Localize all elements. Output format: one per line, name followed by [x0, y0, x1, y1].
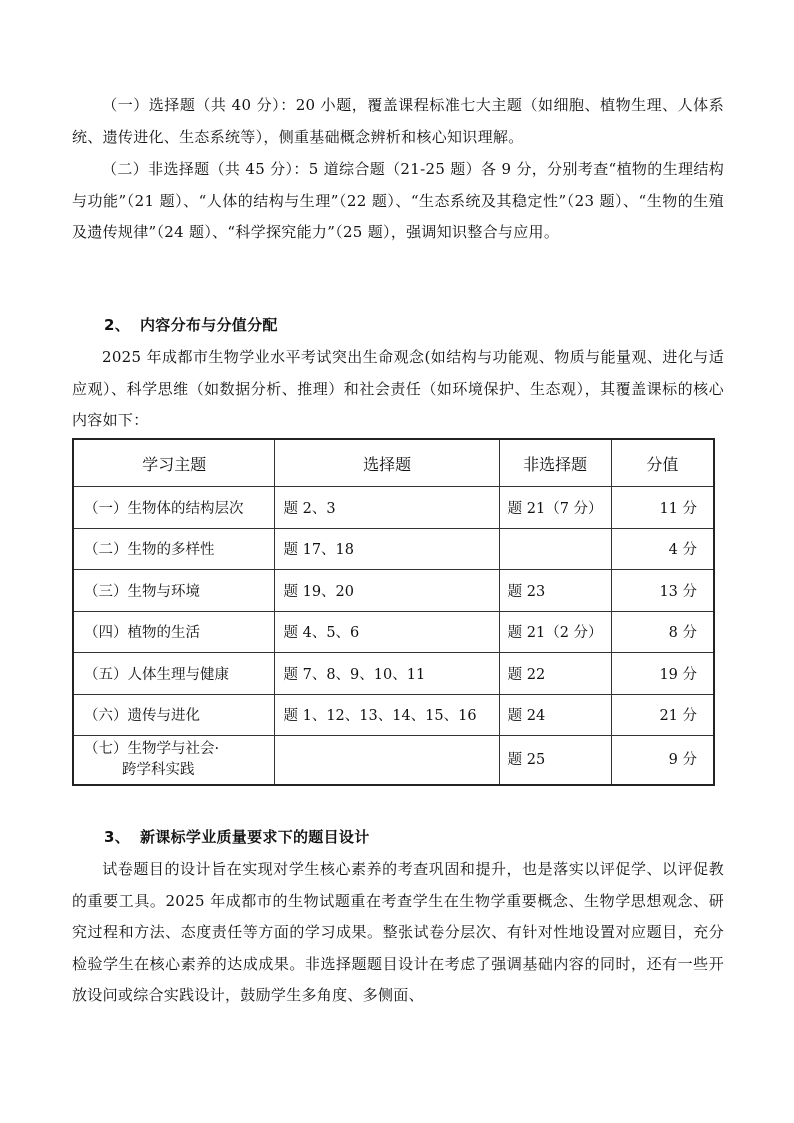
section-heading-2: [104, 314, 278, 335]
header-score: 分值: [611, 439, 714, 487]
section-number: 2、: [104, 316, 131, 334]
paragraph-content-intro: 2025 年成都市生物学业水平考试突出生命观念(如结构与功能观、物质与能量观、进化与适应观）、科学思维（如数据分析、推理）和社会责任（如环境保护、生态观），其覆盖课标的核心内容如下：: [72, 348, 724, 429]
score-cell: 4 分: [611, 528, 714, 570]
table-header-row: [73, 439, 714, 487]
table-row: [73, 570, 714, 612]
choice-cell: 题 7、8、9、10、11: [275, 653, 499, 695]
choice-cell: 题 1、12、13、14、15、16: [275, 694, 499, 736]
paragraph-nonchoice-questions: （二）非选择题（共 45 分）：5 道综合题（21-25 题）各 9 分，分别考查“植物的生理结构与功能”（21 题）、“人体的结构与生理”（22 题）、“生态系统及其稳定性”（23 题）、“生物的生殖及遗传规律”（24 题）、“科学探究能力”（25 题），强调知识整合与应用。: [72, 160, 724, 241]
header-nonchoice: 非选择题: [499, 439, 611, 487]
choice-cell: [275, 736, 499, 786]
paragraph-question-design: 试卷题目的设计旨在实现对学生核心素养的考查巩固和提升，也是落实以评促学、以评促教的重要工具。2025 年成都市的生物试题重在考查学生在生物学重要概念、生物学思想观念、研究过程和方法、态度责任等方面的学习成果。整张试卷分层次、有针对性地设置对应题目，充分检验学生在核心素养的达成成果。非选择题题目设计在考虑了强调基础内容的同时，还有一些开放设问或综合实践设计，鼓励学生多角度、多侧面、: [72, 860, 724, 1004]
score-cell: 13 分: [611, 570, 714, 612]
table-row: [73, 487, 714, 529]
nonchoice-cell: 题 22: [499, 653, 611, 695]
nonchoice-cell: 题 21（7 分）: [499, 487, 611, 529]
score-cell: 11 分: [611, 487, 714, 529]
topic-line: 跨学科实践: [122, 762, 195, 778]
table-row: [73, 736, 714, 786]
table-row: [73, 694, 714, 736]
nonchoice-cell: 题 23: [499, 570, 611, 612]
topic-cell: （六）遗传与进化: [73, 694, 275, 736]
paragraph-choice-questions: （一）选择题（共 40 分）：20 小题，覆盖课程标准七大主题（如细胞、植物生理、人体系统、遗传进化、生态系统等），侧重基础概念辨析和核心知识理解。: [72, 96, 724, 146]
score-cell: 19 分: [611, 653, 714, 695]
topic-line: （七）生物学与社会·: [84, 741, 220, 757]
header-topic: 学习主题: [73, 439, 275, 487]
nonchoice-cell: [499, 528, 611, 570]
table-row: [73, 653, 714, 695]
nonchoice-cell: 题 24: [499, 694, 611, 736]
topic-cell: [73, 736, 275, 786]
table-row: [73, 528, 714, 570]
topic-cell: （五）人体生理与健康: [73, 653, 275, 695]
section-title: 新课标学业质量要求下的题目设计: [140, 828, 370, 846]
section-title: 内容分布与分值分配: [140, 316, 278, 334]
content-distribution-table: [72, 438, 715, 786]
choice-cell: 题 4、5、6: [275, 611, 499, 653]
score-cell: 9 分: [611, 736, 714, 786]
choice-cell: 题 17、18: [275, 528, 499, 570]
choice-cell: 题 19、20: [275, 570, 499, 612]
table-row: [73, 611, 714, 653]
topic-cell: （三）生物与环境: [73, 570, 275, 612]
section-number: 3、: [104, 828, 131, 846]
section-heading-3: [104, 826, 370, 847]
choice-cell: 题 2、3: [275, 487, 499, 529]
header-choice: 选择题: [275, 439, 499, 487]
nonchoice-cell: 题 25: [499, 736, 611, 786]
topic-cell: （二）生物的多样性: [73, 528, 275, 570]
topic-cell: （一）生物体的结构层次: [73, 487, 275, 529]
score-cell: 8 分: [611, 611, 714, 653]
nonchoice-cell: 题 21（2 分）: [499, 611, 611, 653]
topic-cell: （四）植物的生活: [73, 611, 275, 653]
score-cell: 21 分: [611, 694, 714, 736]
